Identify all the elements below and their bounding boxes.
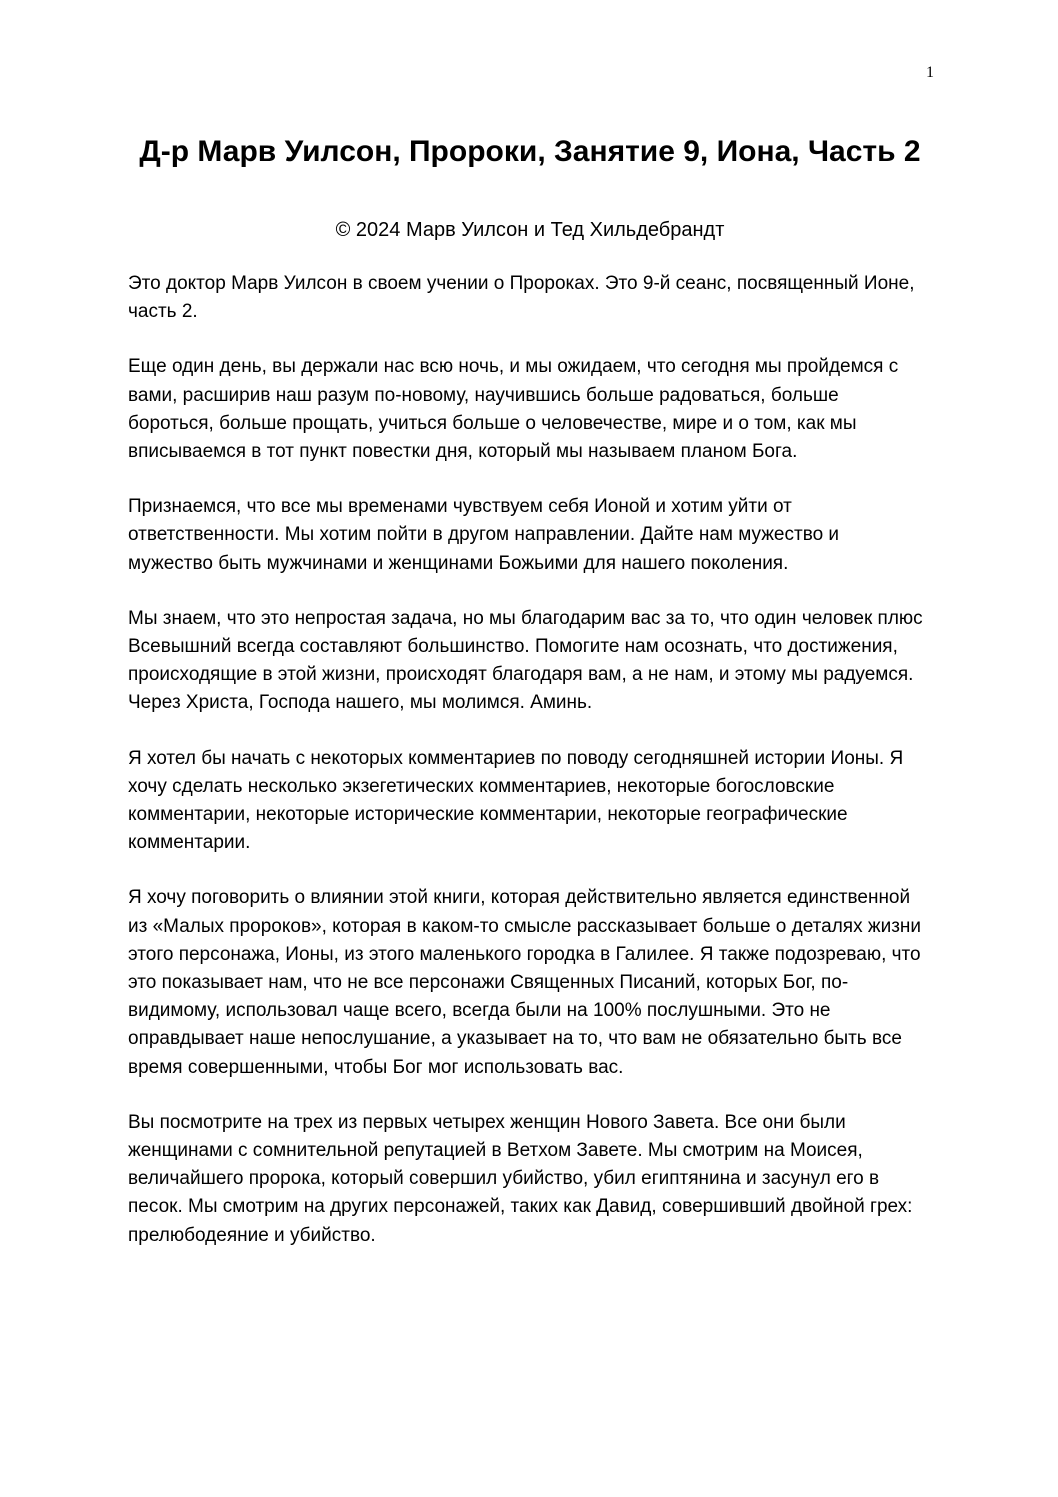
paragraph: Я хотел бы начать с некоторых комментариев по поводу сегодняшней истории Ионы. Я хочу сделать несколько экзегетических комментариев, некоторые богословские комментарии, некоторые исторические комментарии, некоторые географические комментарии. [128,747,904,854]
page-number: 1 [926,64,934,81]
paragraph: Я хочу поговорить о влиянии этой книги, которая действительно является единственной из «Малых пророков», которая в каком-то смысле рассказывает больше о деталях жизни этого персонажа, Ионы, из этого маленького городка в Галилее. Я также подозреваю, что это показывает нам, что не все персонажи Священных Писаний, которых Бог, по-видимому, использовал чаще всего, всегда были на 100% послушными. Это не оправдывает наше непослушание, а указывает на то, что вам не обязательно быть все время совершенными, чтобы Бог мог использовать вас. [128,887,922,1078]
paragraph: Признаемся, что все мы временами чувствуем себя Ионой и хотим уйти от ответственности. Мы хотим пойти в другом направлении. Дайте нам мужество и мужество быть мужчинами и женщинами Божьими для нашего поколения. [128,496,840,574]
paragraph: Мы знаем, что это непростая задача, но мы благодарим вас за то, что один человек плюс Всевышний всегда составляют большинство. Помогите нам осознать, что достижения, происходящие в этой жизни, происходят благодаря вам, а не нам, и этому мы радуемся. Через Христа, Господа нашего, мы молимся. Аминь. [128,607,923,714]
paragraph: Еще один день, вы держали нас всю ночь, и мы ожидаем, что сегодня мы пройдемся с вами, расширив наш разум по-новому, научившись больше радоваться, больше бороться, больше прощать, учиться больше о человечестве, мире и о том, как мы вписываемся в тот пункт повестки дня, который мы называем планом Бога. [128,356,899,463]
document-title: Д-р Марв Уилсон, Пророки, Занятие 9, Иона, Часть 2 [139,135,921,168]
document-body [128,270,928,1277]
paragraph: Это доктор Марв Уилсон в своем учении о Пророках. Это 9-й сеанс, посвященный Ионе, часть 2. [128,273,915,323]
paragraph: Вы посмотрите на трех из первых четырех женщин Нового Завета. Все они были женщинами с сомнительной репутацией в Ветхом Завете. Мы смотрим на Моисея, величайшего пророка, который совершил убийство, убил египтянина и засунул его в песок. Мы смотрим на других персонажей, таких как Давид, совершивший двойной грех: прелюбодеяние и убийство. [128,1111,913,1246]
copyright-line: © 2024 Марв Уилсон и Тед Хильдебрандт [335,219,725,241]
